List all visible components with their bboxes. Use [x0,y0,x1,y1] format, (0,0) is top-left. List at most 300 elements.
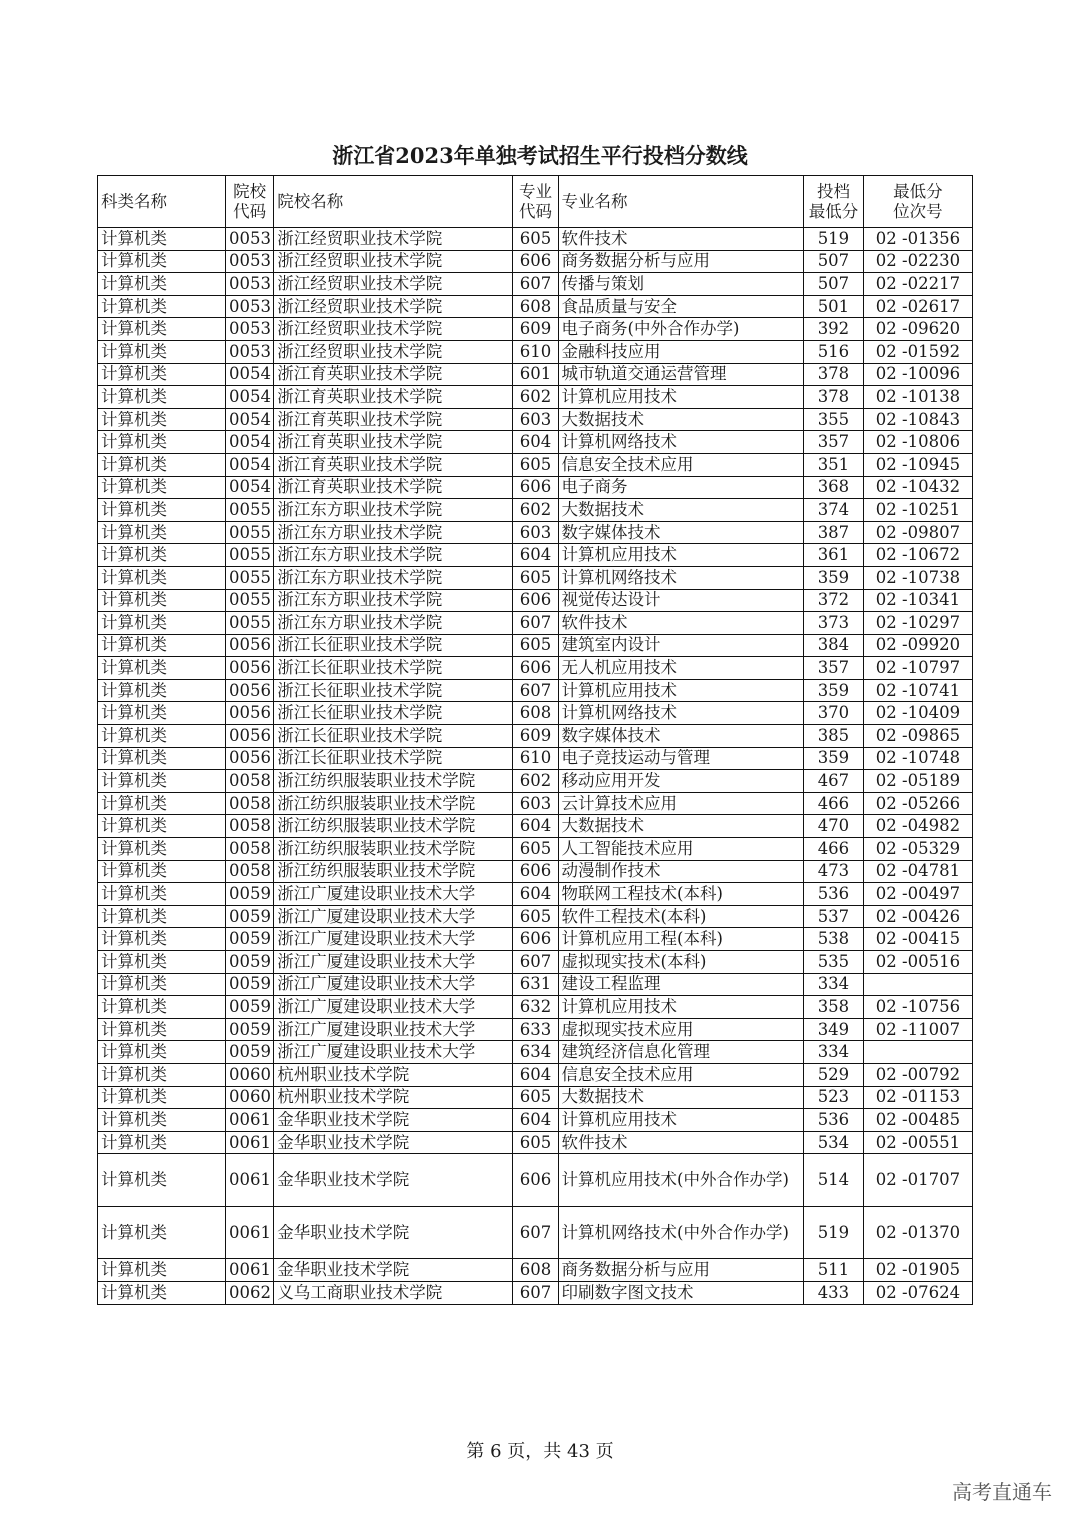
cell-rank: 02 -10945 [863,453,972,476]
cell-category: 计算机类 [98,1131,226,1154]
cell-category: 计算机类 [98,431,226,454]
cell-rank: 02 -09920 [863,634,972,657]
table-row [98,1206,973,1259]
cell-school-name: 浙江广厦建设职业技术大学 [274,1041,513,1064]
cell-school-code: 0053 [225,250,273,273]
cell-min-score: 361 [804,544,864,567]
cell-school-code: 0053 [225,273,273,296]
cell-school-name: 浙江长征职业技术学院 [274,657,513,680]
cell-category: 计算机类 [98,521,226,544]
cell-rank: 02 -02617 [863,295,972,318]
cell-school-code: 0054 [225,408,273,431]
cell-rank: 02 -01592 [863,340,972,363]
cell-category: 计算机类 [98,589,226,612]
header-category: 科类名称 [98,176,226,228]
cell-major-code: 605 [513,1086,558,1109]
cell-school-name: 浙江广厦建设职业技术大学 [274,883,513,906]
cell-category: 计算机类 [98,340,226,363]
cell-school-code: 0059 [225,996,273,1019]
cell-major-code: 608 [513,295,558,318]
cell-major-name: 视觉传达设计 [558,589,804,612]
cell-school-name: 浙江纺织服装职业技术学院 [274,770,513,793]
cell-min-score: 501 [804,295,864,318]
cell-major-name: 软件技术 [558,1131,804,1154]
cell-school-name: 浙江长征职业技术学院 [274,634,513,657]
cell-major-name: 软件工程技术(本科) [558,905,804,928]
cell-rank: 02 -00497 [863,883,972,906]
cell-category: 计算机类 [98,747,226,770]
cell-school-code: 0059 [225,1041,273,1064]
cell-min-score: 529 [804,1063,864,1086]
cell-rank: 02 -00426 [863,905,972,928]
cell-school-name: 浙江经贸职业技术学院 [274,273,513,296]
cell-school-code: 0061 [225,1109,273,1132]
cell-min-score: 538 [804,928,864,951]
cell-school-name: 浙江经贸职业技术学院 [274,295,513,318]
watermark: 高考直通车 [952,1480,1052,1504]
cell-major-name: 计算机应用技术 [558,679,804,702]
cell-min-score: 516 [804,340,864,363]
cell-rank: 02 -10341 [863,589,972,612]
cell-rank: 02 -05266 [863,792,972,815]
cell-category: 计算机类 [98,476,226,499]
cell-major-name: 传播与策划 [558,273,804,296]
cell-major-name: 电子商务(中外合作办学) [558,318,804,341]
cell-category: 计算机类 [98,566,226,589]
cell-school-name: 浙江育英职业技术学院 [274,453,513,476]
cell-major-name: 计算机应用技术 [558,544,804,567]
cell-school-name: 浙江广厦建设职业技术大学 [274,905,513,928]
cell-min-score: 507 [804,250,864,273]
cell-major-code: 603 [513,792,558,815]
cell-rank: 02 -10432 [863,476,972,499]
cell-min-score: 359 [804,679,864,702]
cell-rank [863,1041,972,1064]
cell-school-name: 浙江东方职业技术学院 [274,544,513,567]
cell-school-name: 杭州职业技术学院 [274,1086,513,1109]
cell-major-code: 604 [513,431,558,454]
cell-school-code: 0061 [225,1259,273,1282]
header-school-code-line1: 院校 [233,181,267,201]
score-table [97,175,973,1305]
cell-major-code: 609 [513,318,558,341]
cell-major-code: 607 [513,1281,558,1304]
cell-major-name: 建筑室内设计 [558,634,804,657]
cell-school-name: 浙江纺织服装职业技术学院 [274,815,513,838]
cell-rank: 02 -05329 [863,838,972,861]
cell-category: 计算机类 [98,544,226,567]
cell-major-code: 605 [513,566,558,589]
cell-school-code: 0054 [225,431,273,454]
cell-school-code: 0059 [225,951,273,974]
cell-min-score: 523 [804,1086,864,1109]
header-school-code [225,176,273,228]
table-row [98,250,973,273]
table-row [98,1109,973,1132]
header-min-score-line1: 投档 [816,181,850,201]
table-row [98,973,973,996]
cell-rank: 02 -00792 [863,1063,972,1086]
cell-category: 计算机类 [98,657,226,680]
cell-school-name: 浙江长征职业技术学院 [274,725,513,748]
cell-category: 计算机类 [98,386,226,409]
cell-major-name: 城市轨道交通运营管理 [558,363,804,386]
cell-rank: 02 -02217 [863,273,972,296]
cell-school-code: 0056 [225,725,273,748]
table-row [98,431,973,454]
cell-school-code: 0058 [225,860,273,883]
table-row [98,792,973,815]
cell-rank: 02 -00516 [863,951,972,974]
table-row [98,883,973,906]
cell-school-name: 浙江长征职业技术学院 [274,679,513,702]
cell-category: 计算机类 [98,702,226,725]
cell-min-score: 387 [804,521,864,544]
cell-major-name: 计算机网络技术 [558,702,804,725]
cell-min-score: 536 [804,883,864,906]
cell-major-code: 606 [513,657,558,680]
cell-major-code: 605 [513,1131,558,1154]
cell-school-name: 浙江育英职业技术学院 [274,386,513,409]
cell-category: 计算机类 [98,250,226,273]
cell-school-name: 义乌工商职业技术学院 [274,1281,513,1304]
cell-major-name: 电子竞技运动与管理 [558,747,804,770]
cell-rank: 02 -01370 [863,1206,972,1259]
header-school-name: 院校名称 [274,176,513,228]
table-row [98,905,973,928]
cell-min-score: 537 [804,905,864,928]
cell-major-code: 604 [513,883,558,906]
cell-school-name: 浙江育英职业技术学院 [274,431,513,454]
cell-school-code: 0055 [225,589,273,612]
cell-school-code: 0058 [225,770,273,793]
cell-school-code: 0053 [225,318,273,341]
cell-rank: 02 -10096 [863,363,972,386]
cell-school-name: 浙江纺织服装职业技术学院 [274,838,513,861]
cell-rank [863,973,972,996]
cell-min-score: 392 [804,318,864,341]
cell-min-score: 473 [804,860,864,883]
cell-category: 计算机类 [98,679,226,702]
table-row [98,295,973,318]
cell-category: 计算机类 [98,792,226,815]
cell-school-name: 浙江育英职业技术学院 [274,363,513,386]
cell-major-name: 商务数据分析与应用 [558,250,804,273]
cell-school-name: 金华职业技术学院 [274,1109,513,1132]
cell-major-code: 632 [513,996,558,1019]
cell-major-code: 606 [513,589,558,612]
cell-min-score: 357 [804,431,864,454]
cell-major-code: 606 [513,1154,558,1207]
cell-category: 计算机类 [98,228,226,251]
cell-major-code: 606 [513,928,558,951]
cell-rank: 02 -10806 [863,431,972,454]
cell-min-score: 349 [804,1018,864,1041]
cell-major-code: 602 [513,386,558,409]
cell-min-score: 334 [804,973,864,996]
cell-school-name: 浙江东方职业技术学院 [274,499,513,522]
cell-category: 计算机类 [98,883,226,906]
cell-major-name: 计算机网络技术 [558,431,804,454]
cell-category: 计算机类 [98,499,226,522]
cell-rank: 02 -04781 [863,860,972,883]
cell-rank: 02 -09620 [863,318,972,341]
cell-school-name: 浙江长征职业技术学院 [274,747,513,770]
cell-school-code: 0059 [225,973,273,996]
cell-category: 计算机类 [98,725,226,748]
cell-school-code: 0058 [225,815,273,838]
cell-major-name: 食品质量与安全 [558,295,804,318]
cell-rank: 02 -10797 [863,657,972,680]
table-row [98,679,973,702]
cell-rank: 02 -11007 [863,1018,972,1041]
table-row [98,386,973,409]
cell-major-name: 大数据技术 [558,815,804,838]
table-row [98,363,973,386]
cell-major-name: 大数据技术 [558,408,804,431]
cell-category: 计算机类 [98,318,226,341]
cell-school-name: 浙江广厦建设职业技术大学 [274,951,513,974]
cell-min-score: 334 [804,1041,864,1064]
cell-category: 计算机类 [98,1063,226,1086]
table-row [98,612,973,635]
cell-rank: 02 -10756 [863,996,972,1019]
cell-min-score: 378 [804,363,864,386]
cell-category: 计算机类 [98,1154,226,1207]
cell-school-code: 0055 [225,612,273,635]
cell-school-code: 0061 [225,1131,273,1154]
cell-school-name: 浙江东方职业技术学院 [274,589,513,612]
cell-min-score: 358 [804,996,864,1019]
cell-rank: 02 -10409 [863,702,972,725]
cell-major-code: 607 [513,679,558,702]
header-min-score-line2: 最低分 [808,201,859,221]
cell-school-name: 金华职业技术学院 [274,1154,513,1207]
cell-major-code: 610 [513,747,558,770]
cell-major-code: 603 [513,521,558,544]
cell-school-code: 0056 [225,657,273,680]
table-row [98,1259,973,1282]
cell-min-score: 359 [804,747,864,770]
cell-min-score: 534 [804,1131,864,1154]
cell-school-name: 浙江经贸职业技术学院 [274,250,513,273]
cell-school-code: 0055 [225,521,273,544]
cell-major-name: 无人机应用技术 [558,657,804,680]
table-row [98,928,973,951]
cell-category: 计算机类 [98,273,226,296]
cell-school-name: 浙江纺织服装职业技术学院 [274,792,513,815]
cell-major-name: 计算机应用技术 [558,1109,804,1132]
cell-school-code: 0058 [225,838,273,861]
cell-min-score: 357 [804,657,864,680]
cell-school-name: 浙江广厦建设职业技术大学 [274,1018,513,1041]
cell-school-code: 0062 [225,1281,273,1304]
cell-min-score: 355 [804,408,864,431]
cell-school-code: 0055 [225,499,273,522]
cell-school-name: 浙江经贸职业技术学院 [274,228,513,251]
cell-major-name: 商务数据分析与应用 [558,1259,804,1282]
cell-category: 计算机类 [98,973,226,996]
cell-min-score: 467 [804,770,864,793]
cell-school-code: 0056 [225,679,273,702]
table-row [98,544,973,567]
cell-school-code: 0053 [225,295,273,318]
cell-school-code: 0056 [225,702,273,725]
cell-major-name: 信息安全技术应用 [558,1063,804,1086]
cell-rank: 02 -01356 [863,228,972,251]
cell-major-code: 607 [513,273,558,296]
cell-min-score: 514 [804,1154,864,1207]
cell-school-code: 0060 [225,1086,273,1109]
cell-category: 计算机类 [98,996,226,1019]
cell-school-code: 0054 [225,386,273,409]
cell-major-code: 606 [513,476,558,499]
cell-major-code: 607 [513,951,558,974]
cell-school-name: 浙江广厦建设职业技术大学 [274,996,513,1019]
cell-min-score: 372 [804,589,864,612]
table-row [98,1063,973,1086]
cell-school-code: 0060 [225,1063,273,1086]
cell-major-code: 604 [513,544,558,567]
cell-school-name: 浙江育英职业技术学院 [274,476,513,499]
cell-category: 计算机类 [98,1206,226,1259]
cell-major-name: 虚拟现实技术(本科) [558,951,804,974]
cell-min-score: 368 [804,476,864,499]
cell-major-name: 电子商务 [558,476,804,499]
cell-major-code: 607 [513,1206,558,1259]
cell-min-score: 507 [804,273,864,296]
cell-category: 计算机类 [98,815,226,838]
table-row [98,1281,973,1304]
cell-school-code: 0053 [225,340,273,363]
cell-rank: 02 -10843 [863,408,972,431]
cell-rank: 02 -01905 [863,1259,972,1282]
document-title: 浙江省2023年单独考试招生平行投档分数线 [332,143,748,168]
cell-school-code: 0055 [225,566,273,589]
cell-major-code: 605 [513,634,558,657]
cell-major-code: 604 [513,1063,558,1086]
cell-school-code: 0056 [225,634,273,657]
table-row [98,1041,973,1064]
table-row [98,725,973,748]
cell-school-code: 0054 [225,476,273,499]
cell-school-code: 0061 [225,1154,273,1207]
cell-school-code: 0061 [225,1206,273,1259]
cell-category: 计算机类 [98,860,226,883]
cell-school-code: 0056 [225,747,273,770]
cell-major-code: 601 [513,363,558,386]
cell-major-code: 610 [513,340,558,363]
header-major-name: 专业名称 [558,176,804,228]
cell-school-name: 浙江纺织服装职业技术学院 [274,860,513,883]
cell-major-name: 计算机应用工程(本科) [558,928,804,951]
cell-rank: 02 -01153 [863,1086,972,1109]
table-row [98,318,973,341]
cell-school-name: 杭州职业技术学院 [274,1063,513,1086]
cell-major-name: 大数据技术 [558,1086,804,1109]
cell-rank: 02 -10297 [863,612,972,635]
header-min-score [804,176,864,228]
cell-category: 计算机类 [98,612,226,635]
cell-major-name: 软件技术 [558,612,804,635]
cell-min-score: 384 [804,634,864,657]
cell-major-code: 602 [513,499,558,522]
cell-major-code: 605 [513,905,558,928]
cell-min-score: 536 [804,1109,864,1132]
cell-school-name: 浙江广厦建设职业技术大学 [274,973,513,996]
cell-category: 计算机类 [98,905,226,928]
cell-category: 计算机类 [98,838,226,861]
table-row [98,996,973,1019]
header-major-code-line2: 代码 [518,201,552,221]
cell-major-code: 631 [513,973,558,996]
cell-min-score: 519 [804,228,864,251]
table-row [98,1018,973,1041]
cell-school-name: 浙江广厦建设职业技术大学 [274,928,513,951]
cell-category: 计算机类 [98,928,226,951]
table-row [98,815,973,838]
table-row [98,838,973,861]
table-row [98,1154,973,1207]
cell-major-name: 物联网工程技术(本科) [558,883,804,906]
cell-major-code: 602 [513,770,558,793]
cell-category: 计算机类 [98,453,226,476]
cell-major-name: 数字媒体技术 [558,725,804,748]
cell-school-name: 浙江经贸职业技术学院 [274,340,513,363]
cell-major-code: 605 [513,838,558,861]
table-body [98,228,973,1305]
cell-major-code: 634 [513,1041,558,1064]
cell-major-name: 虚拟现实技术应用 [558,1018,804,1041]
cell-school-code: 0054 [225,453,273,476]
cell-major-code: 605 [513,453,558,476]
cell-min-score: 535 [804,951,864,974]
cell-major-name: 计算机网络技术 [558,566,804,589]
cell-category: 计算机类 [98,1259,226,1282]
cell-min-score: 433 [804,1281,864,1304]
cell-school-code: 0054 [225,363,273,386]
cell-major-code: 604 [513,1109,558,1132]
cell-category: 计算机类 [98,951,226,974]
table-row [98,1131,973,1154]
cell-min-score: 466 [804,838,864,861]
cell-major-name: 信息安全技术应用 [558,453,804,476]
table-row [98,228,973,251]
cell-major-code: 603 [513,408,558,431]
cell-rank: 02 -10251 [863,499,972,522]
cell-school-code: 0058 [225,792,273,815]
cell-min-score: 466 [804,792,864,815]
cell-major-name: 人工智能技术应用 [558,838,804,861]
header-school-code-line2: 代码 [233,201,267,221]
cell-school-name: 浙江长征职业技术学院 [274,702,513,725]
cell-rank: 02 -00415 [863,928,972,951]
cell-major-name: 大数据技术 [558,499,804,522]
cell-major-code: 605 [513,228,558,251]
cell-category: 计算机类 [98,363,226,386]
cell-school-code: 0059 [225,905,273,928]
cell-category: 计算机类 [98,1086,226,1109]
cell-school-code: 0059 [225,1018,273,1041]
cell-major-code: 606 [513,250,558,273]
cell-category: 计算机类 [98,295,226,318]
table-row [98,747,973,770]
table-row [98,453,973,476]
cell-major-name: 计算机应用技术 [558,996,804,1019]
cell-major-code: 606 [513,860,558,883]
cell-min-score: 373 [804,612,864,635]
table-row [98,499,973,522]
